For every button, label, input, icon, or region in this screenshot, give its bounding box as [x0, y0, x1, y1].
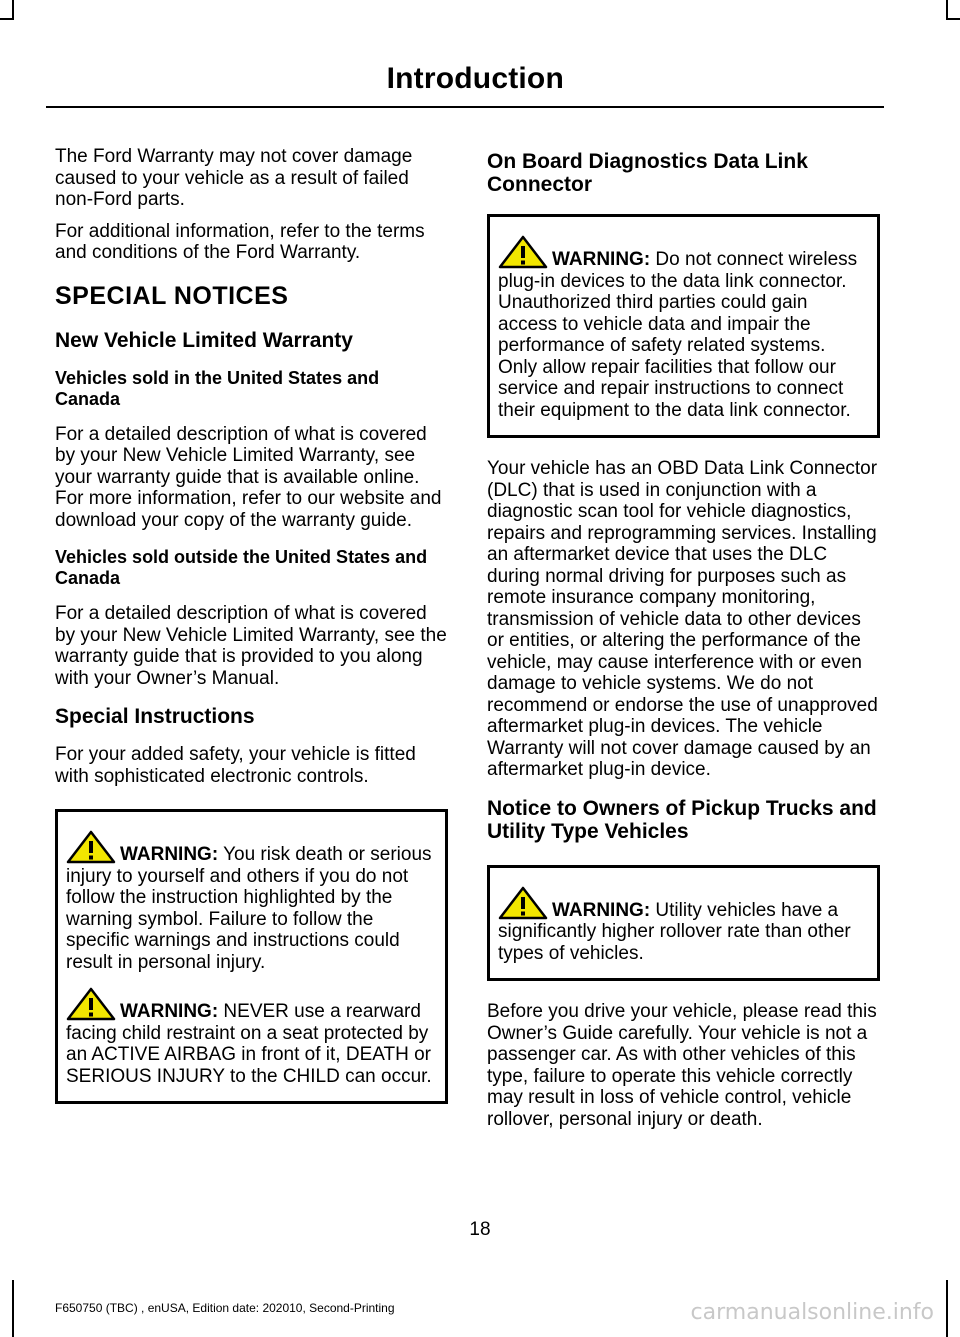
- warning-box: [487, 214, 880, 438]
- warning-triangle-icon: [498, 235, 548, 269]
- warning-label: WARNING:: [120, 844, 219, 865]
- page-number: 18: [469, 1219, 491, 1240]
- warning-triangle-icon: [66, 987, 116, 1021]
- page-title: Introduction: [386, 62, 564, 95]
- warning-label: WARNING:: [552, 249, 651, 270]
- subsection-heading: Special Instructions: [55, 705, 255, 728]
- subsection-heading: On Board Diagnostics Data Link Connector: [487, 150, 808, 196]
- warning-text: Utility vehicles have a significantly higher rollover rate than other types of vehicles.: [498, 899, 851, 964]
- warning-text: You risk death or serious injury to yourself and others if you do not follow the instruction highlighted by the warning symbol. Failure to follow the specific warnings and instructions could result in personal injury.: [66, 844, 432, 973]
- right-column: [487, 146, 880, 1140]
- crop-mark: [946, 18, 960, 20]
- warning-triangle-icon: [498, 886, 548, 920]
- paragraph: Your vehicle has an OBD Data Link Connector (DLC) that is used in conjunction with a diagnostic scan tool for vehicle diagnostics, repairs and reprogramming services. Installing an aftermarket device that uses the DLC during normal driving for purposes such as remote insurance company monitoring, transmission of vehicle data to other devices or entities, or altering the performance of the vehicle, may cause interference with or even damage to vehicle systems. We do not recommend or endorse the use of unapproved aftermarket plug-in devices. The vehicle Warranty will not cover damage caused by an aftermarket plug-in device.: [487, 458, 878, 780]
- sub-subsection-heading: Vehicles sold outside the United States and Canada: [55, 547, 428, 588]
- warning-box: [487, 865, 880, 982]
- paragraph: For additional information, refer to the terms and conditions of the Ford Warranty.: [55, 220, 425, 263]
- warning-label: WARNING:: [120, 1001, 219, 1022]
- paragraph: Before you drive your vehicle, please read this Owner’s Guide carefully. Your vehicle is not a passenger car. As with other vehicles of this type, failure to operate this vehicle correctly may result in loss of vehicle control, vehicle rollover, personal injury or death.: [487, 1001, 877, 1130]
- left-column: [55, 146, 448, 1124]
- crop-mark: [0, 18, 14, 20]
- crop-mark: [946, 0, 948, 20]
- watermark: carmanualsonline.info: [690, 1300, 934, 1325]
- paragraph: For a detailed description of what is covered by your New Vehicle Limited Warranty, see the warranty guide that is provided to you along with your Owner’s Manual.: [55, 603, 447, 689]
- header-divider: [46, 106, 884, 108]
- crop-mark: [12, 0, 14, 20]
- subsection-heading: New Vehicle Limited Warranty: [55, 328, 353, 352]
- crop-mark: [946, 1280, 948, 1337]
- warning-item: [498, 886, 869, 965]
- paragraph: The Ford Warranty may not cover damage caused to your vehicle as a result of failed non-Ford parts.: [55, 146, 413, 210]
- subsection-heading: Notice to Owners of Pickup Trucks and Utility Type Vehicles: [487, 796, 877, 843]
- warning-text: NEVER use a rearward facing child restraint on a seat protected by an ACTIVE AIRBAG in front of it, DEATH or SERIOUS INJURY to the CHILD can occur.: [66, 1001, 432, 1087]
- paragraph: For your added safety, your vehicle is fitted with sophisticated electronic controls.: [55, 744, 416, 787]
- warning-item: [66, 830, 437, 973]
- warning-item: [66, 987, 437, 1087]
- footer-edition-info: F650750 (TBC) , enUSA, Edition date: 202010, Second-Printing: [55, 1301, 395, 1315]
- warning-box: [55, 809, 448, 1104]
- crop-mark: [12, 1280, 14, 1337]
- sub-subsection-heading: Vehicles sold in the United States and Canada: [55, 367, 380, 409]
- paragraph: For a detailed description of what is covered by your New Vehicle Limited Warranty, see your warranty guide that is available online. For more information, refer to our website and download your copy of the warranty guide.: [55, 423, 442, 531]
- warning-label: WARNING:: [552, 899, 651, 921]
- warning-text: Do not connect wireless plug-in devices to the data link connector. Unauthorized third parties could gain access to vehicle data and impair the performance of safety related systems. Only allow repair facilities that follow our service and repair instructions to connect their equipment to the data link connector.: [498, 249, 858, 421]
- warning-item: [498, 235, 869, 421]
- warning-triangle-icon: [66, 830, 116, 864]
- section-heading: SPECIAL NOTICES: [55, 281, 289, 310]
